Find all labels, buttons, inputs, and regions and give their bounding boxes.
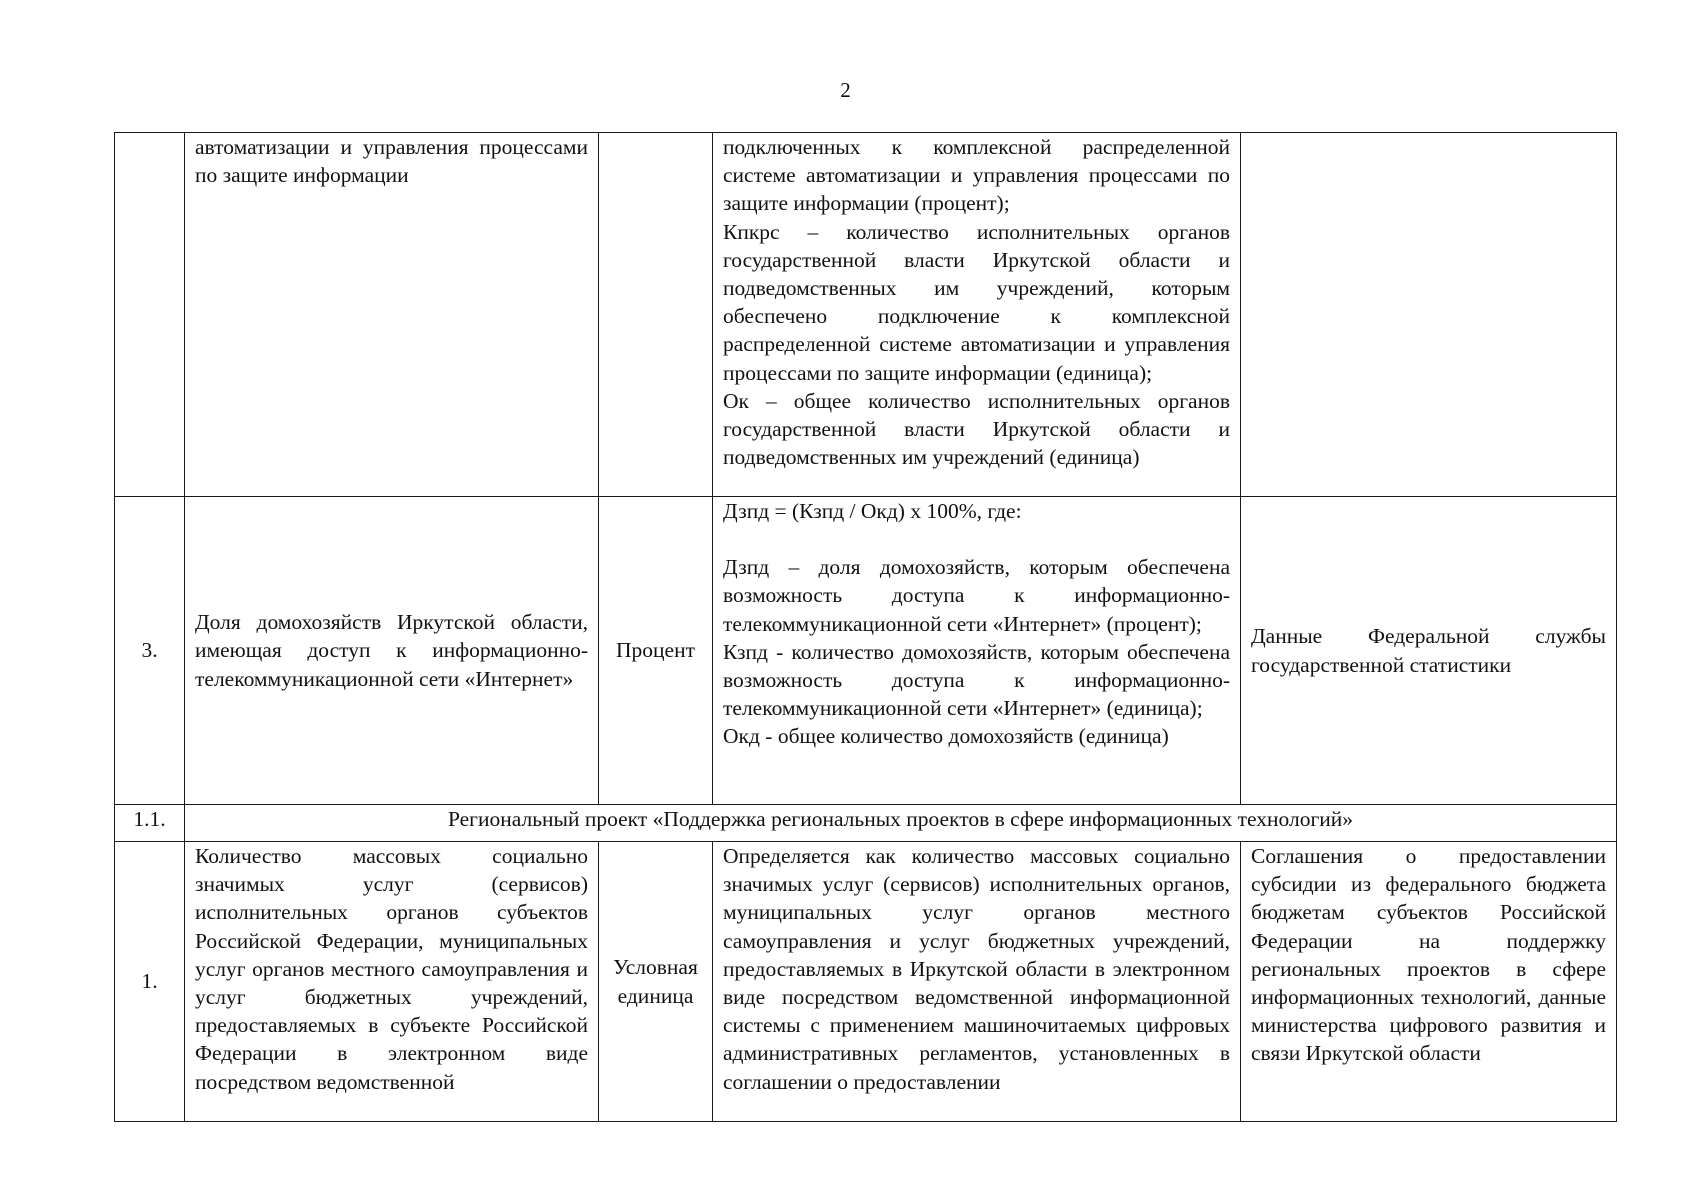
method-line: Окд - общее количество домохозяйств (единица) [723,724,1169,749]
method-line: Дзпд – доля домохозяйств, которым обеспечена возможность доступа к информационно-телекоммуникационной сети «Интернет» (процент); [723,555,1230,636]
section-title: Региональный проект «Поддержка региональных проектов в сфере информационных технологий» [185,805,1617,842]
formula: Дзпд = (Кзпд / Окд) х 100%, где: [723,499,1022,523]
method-line: Кпкрс – количество исполнительных органов государственной власти Иркутской области и подведомственных им учреждений, которым обеспечено подключение к комплексной распределенной системе автоматизации и управления процессами по защите информации (единица); [723,219,1230,385]
cell-source [1241,133,1617,497]
table-row [115,497,1617,805]
section-number: 1.1. [115,805,185,842]
cell-number: 1. [115,842,185,1122]
cell-indicator: автоматизации и управления процессами по защите информации [185,133,599,497]
indicators-table [114,132,1617,1122]
cell-source: Данные Федеральной службы государственной статистики [1241,497,1617,805]
cell-unit: Условная единица [599,842,713,1122]
method-line: подключенных к комплексной распределенной системе автоматизации и управления процессами по защите информации (процент); [723,135,1230,216]
cell-indicator: Доля домохозяйств Иркутской области, имеющая доступ к информационно-телекоммуникационной сети «Интернет» [185,497,599,805]
cell-number: 3. [115,497,185,805]
spacer [723,525,1230,553]
section-row [115,805,1617,842]
method-line: Кзпд - количество домохозяйств, которым обеспечена возможность доступа к информационно-телекоммуникационной сети «Интернет» (единица); [723,639,1230,721]
page-number: 2 [840,78,851,102]
cell-number [115,133,185,497]
table-row [115,842,1617,1122]
cell-unit: Процент [599,497,713,805]
cell-unit [599,133,713,497]
table-row-continued [115,133,1617,497]
cell-indicator: Количество массовых социально значимых услуг (сервисов) исполнительных органов субъектов Российской Федерации, муниципальных услуг органов местного самоуправления и услуг бюджетных учреждений, предоставляемых в субъекте Российской Федерации в электронном виде посредством ведомственной [185,842,599,1122]
cell-method [713,497,1241,805]
cell-method [713,133,1241,497]
cell-source: Соглашения о предоставлении субсидии из федерального бюджета бюджетам субъектов Российской Федерации на поддержку региональных проектов в сфере информационных технологий, данные министерства цифрового развития и связи Иркутской области [1241,842,1617,1122]
method-line: Ок – общее количество исполнительных органов государственной власти Иркутской области и подведомственных им учреждений (единица) [723,388,1230,470]
cell-method: Определяется как количество массовых социально значимых услуг (сервисов) исполнительных органов, муниципальных услуг органов местного самоуправления и услуг бюджетных учреждений, предоставляемых в Иркутской области в электронном виде посредством ведомственной информационной системы с применением машиночитаемых цифровых административных регламентов, установленных в соглашении о предоставлении [713,842,1241,1122]
